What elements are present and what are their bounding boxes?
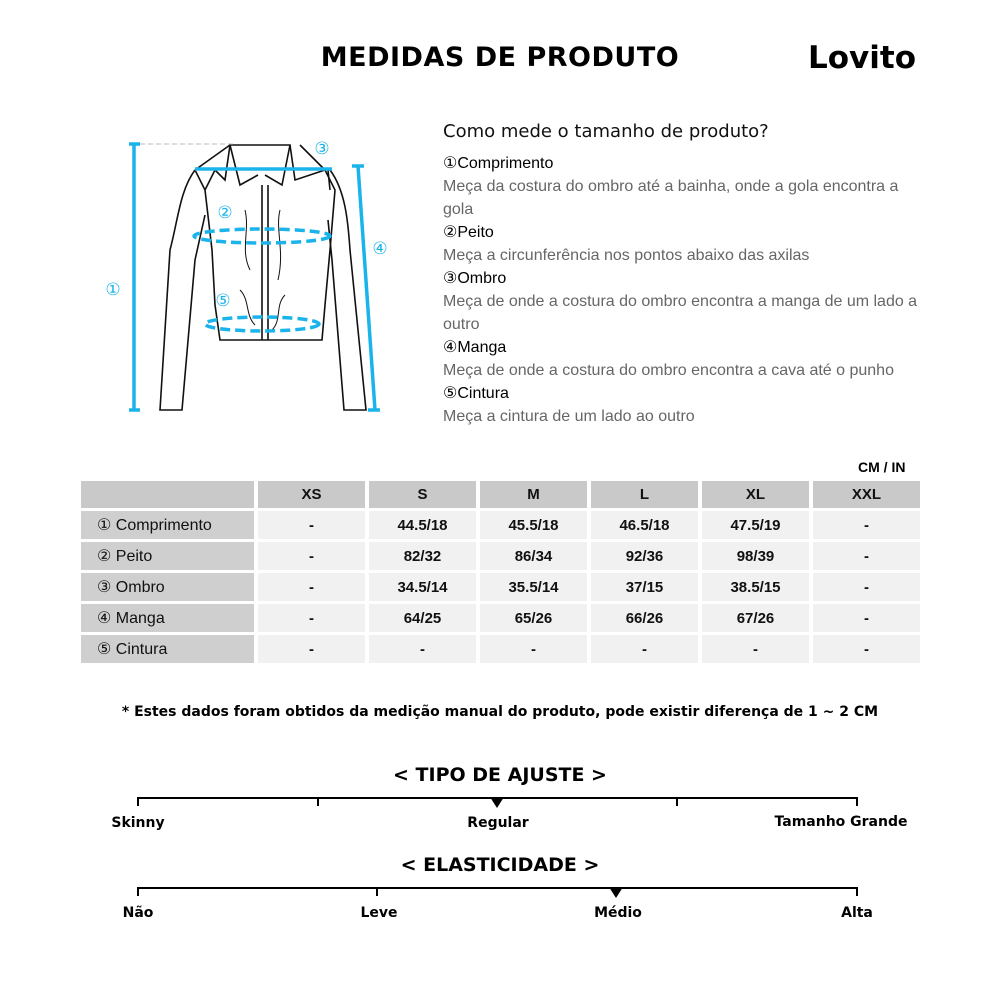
instr-label: ③Ombro	[443, 270, 507, 287]
table-cell: -	[591, 635, 698, 663]
row-label: ④ Manga	[81, 604, 254, 632]
fit-tick	[137, 797, 139, 806]
instr-label: ④Manga	[443, 339, 507, 356]
measurement-note: * Estes dados foram obtidos da medição manual do produto, pode existir diferença de 1 ~ 2 CM	[121, 704, 879, 720]
fit-label: Skinny	[111, 815, 165, 831]
table-cell: 45.5/18	[480, 511, 587, 539]
fit-selected-marker	[490, 797, 504, 808]
fit-label: Regular	[467, 815, 529, 831]
size-header: S	[369, 481, 476, 508]
table-cell: -	[369, 635, 476, 663]
marker-5: ⑤	[215, 291, 231, 311]
fit-title: < TIPO DE AJUSTE >	[393, 764, 607, 786]
table-cell: 38.5/15	[702, 573, 809, 601]
table-cell: 65/26	[480, 604, 587, 632]
table-cell: 92/36	[591, 542, 698, 570]
table-cell: 46.5/18	[591, 511, 698, 539]
instr-desc: Meça a circunferência nos pontos abaixo das axilas	[443, 247, 810, 264]
instr-desc: Meça a cintura de um lado ao outro	[443, 408, 695, 425]
table-cell: -	[258, 635, 365, 663]
fit-tick	[676, 797, 678, 806]
row-label: ⑤ Cintura	[81, 635, 254, 663]
fit-label: Tamanho Grande	[774, 814, 908, 830]
brand-logo: Lovito	[808, 40, 917, 76]
table-cell: -	[258, 511, 365, 539]
marker-2: ②	[217, 203, 233, 223]
table-cell: 67/26	[702, 604, 809, 632]
marker-4: ④	[372, 239, 388, 259]
elasticity-label: Médio	[594, 905, 642, 921]
elasticity-tick	[137, 887, 139, 896]
elasticity-label: Não	[122, 905, 154, 921]
size-header: XXL	[813, 481, 920, 508]
marker-1: ①	[105, 280, 121, 300]
table-cell: -	[258, 573, 365, 601]
table-cell: -	[258, 542, 365, 570]
page-title: MEDIDAS DE PRODUTO	[320, 42, 680, 73]
table-cell: 44.5/18	[369, 511, 476, 539]
measurement-instructions	[443, 152, 943, 428]
size-header: XS	[258, 481, 365, 508]
table-cell: -	[813, 542, 920, 570]
table-cell: 66/26	[591, 604, 698, 632]
elasticity-scale-line	[138, 887, 858, 889]
row-label: ② Peito	[81, 542, 254, 570]
table-cell: -	[702, 635, 809, 663]
guide-heading: Como mede o tamanho de produto?	[443, 121, 769, 142]
table-cell: 86/34	[480, 542, 587, 570]
jacket-diagram	[100, 130, 400, 420]
fit-tick	[856, 797, 858, 806]
table-cell: -	[813, 573, 920, 601]
table-cell: -	[258, 604, 365, 632]
table-cell: 82/32	[369, 542, 476, 570]
size-header: L	[591, 481, 698, 508]
table-cell: -	[813, 604, 920, 632]
elasticity-tick	[376, 887, 378, 896]
table-cell: -	[480, 635, 587, 663]
elasticity-label: Alta	[841, 905, 873, 921]
size-header: XL	[702, 481, 809, 508]
size-header: M	[480, 481, 587, 508]
fit-tick	[317, 797, 319, 806]
unit-label: CM / IN	[858, 459, 906, 475]
instr-label: ②Peito	[443, 224, 494, 241]
table-cell: -	[813, 635, 920, 663]
table-cell: 34.5/14	[369, 573, 476, 601]
instr-desc: Meça de onde a costura do ombro encontra a manga de um lado a outro	[443, 293, 918, 333]
table-cell: 47.5/19	[702, 511, 809, 539]
table-cell: -	[813, 511, 920, 539]
table-cell: 64/25	[369, 604, 476, 632]
elasticity-label: Leve	[360, 905, 398, 921]
table-cell: 35.5/14	[480, 573, 587, 601]
instr-label: ⑤Cintura	[443, 385, 509, 402]
instr-desc: Meça de onde a costura do ombro encontra a cava até o punho	[443, 362, 894, 379]
table-header-corner	[81, 481, 254, 508]
elasticity-title: < ELASTICIDADE >	[400, 854, 600, 876]
row-label: ① Comprimento	[81, 511, 254, 539]
marker-3: ③	[314, 139, 330, 159]
instr-desc: Meça da costura do ombro até a bainha, onde a gola encontra a gola	[443, 178, 899, 218]
elasticity-tick	[856, 887, 858, 896]
table-cell: 37/15	[591, 573, 698, 601]
instr-label: ①Comprimento	[443, 155, 554, 172]
elasticity-selected-marker	[609, 887, 623, 898]
table-cell: 98/39	[702, 542, 809, 570]
row-label: ③ Ombro	[81, 573, 254, 601]
